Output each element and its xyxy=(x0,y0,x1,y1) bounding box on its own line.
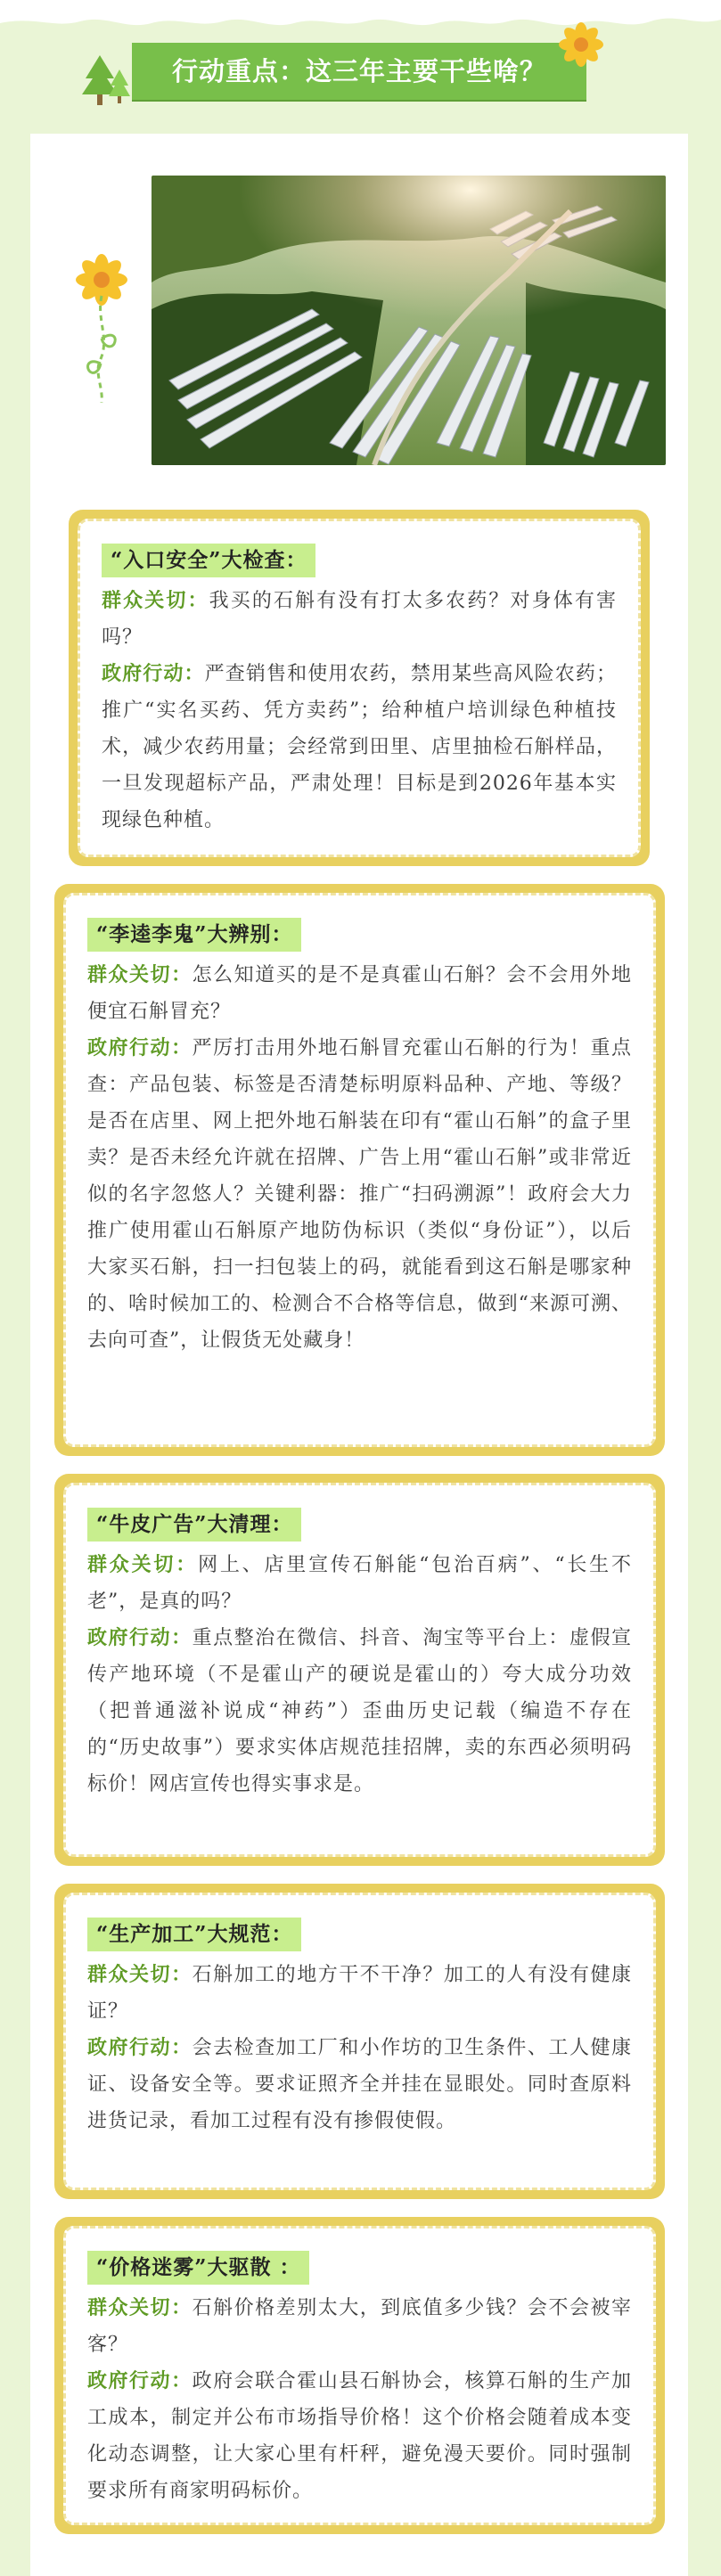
section-card-1-body xyxy=(78,519,641,857)
action-paragraph xyxy=(87,1030,632,1359)
concern-paragraph xyxy=(87,1547,632,1620)
section-card-4-body xyxy=(63,1893,656,2190)
action-label: 政府行动： xyxy=(87,1036,193,1059)
action-label: 政府行动： xyxy=(102,662,205,685)
section-card-3 xyxy=(54,1474,665,1866)
section-tag: “牛皮广告”大清理： xyxy=(87,1508,301,1542)
concern-label: 群众关切： xyxy=(102,589,209,612)
action-text: 政府会联合霍山县石斛协会，核算石斛的生产加工成本，制定并公布市场指导价格！这个价格会随着成本变化动态调整，让大家心里有杆秤，避免漫天要价。同时强制要求所有商家明码标价。 xyxy=(87,2370,632,2502)
action-label: 政府行动： xyxy=(87,2036,193,2059)
section-card-1 xyxy=(69,510,650,866)
concern-label: 群众关切： xyxy=(87,963,193,986)
flower-stem-icon xyxy=(71,249,134,410)
tree-icon xyxy=(82,53,132,107)
section-card-2-body xyxy=(63,893,656,1447)
action-text: 严查销售和使用农药，禁用某些高风险农药；推广“实名买药、凭方卖药”；给种植户培训绿色种植技术，减少农药用量；会经常到田里、店里抽检石斛样品，一旦发现超标产品，严肃处理！目标是到2026年基本实现绿色种植。 xyxy=(102,663,617,831)
concern-paragraph xyxy=(87,1957,632,2030)
action-paragraph xyxy=(87,2030,632,2139)
flower-icon xyxy=(558,21,604,68)
section-card-2 xyxy=(54,884,665,1456)
title-area xyxy=(0,27,721,116)
page-title: 行动重点：这三年主要干些啥？ xyxy=(132,43,586,100)
concern-paragraph xyxy=(102,583,617,656)
concern-text: 石斛加工的地方干不干净？加工的人有没有健康证？ xyxy=(87,1964,632,2023)
action-paragraph xyxy=(87,1620,632,1803)
section-tag: “入口安全”大检查： xyxy=(102,544,315,577)
action-label: 政府行动： xyxy=(87,1626,193,1649)
action-text: 重点整治在微信、抖音、淘宝等平台上：虚假宣传产地环境（不是霍山产的硬说是霍山的）夸大成分功效（把普通滋补说成“神药”）歪曲历史记载（编造不存在的“历史故事”）要求实体店规范挂招牌，卖的东西必须明码标价！网店宣传也得实事求是。 xyxy=(87,1627,632,1795)
section-card-4 xyxy=(54,1884,665,2199)
concern-text: 网上、店里宣传石斛能“包治百病”、“长生不老”，是真的吗？ xyxy=(87,1554,632,1613)
action-paragraph xyxy=(102,656,617,838)
section-card-5 xyxy=(54,2217,665,2534)
greenhouse-landscape-photo xyxy=(152,176,666,465)
concern-paragraph xyxy=(87,957,632,1030)
concern-text: 石斛价格差别太大，到底值多少钱？会不会被宰客？ xyxy=(87,2297,632,2356)
section-tag: “价格迷雾”大驱散 ： xyxy=(87,2251,309,2285)
section-card-5-body xyxy=(63,2226,656,2525)
section-tag: “李逵李鬼”大辨别： xyxy=(87,918,301,952)
concern-label: 群众关切： xyxy=(87,1963,193,1986)
action-text: 严厉打击用外地石斛冒充霍山石斛的行为！重点查：产品包装、标签是否清楚标明原料品种、产地、等级？是否在店里、网上把外地石斛装在印有“霍山石斛”的盒子里卖？是否未经允许就在招牌、广告上用“霍山石斛”或非常近似的名字忽悠人？关键利器：推广“扫码溯源”！政府会大力推广使用霍山石斛原产地防伪标识（类似“身份证”），以后大家买石斛，扫一扫包装上的码，就能看到这石斛是哪家种的、啥时候加工的、检测合不合格等信息，做到“来源可溯、去向可查”，让假货无处藏身！ xyxy=(87,1037,632,1352)
action-paragraph xyxy=(87,2363,632,2509)
section-card-3-body xyxy=(63,1483,656,1857)
concern-label: 群众关切： xyxy=(87,2296,193,2319)
section-tag: “生产加工”大规范： xyxy=(87,1918,301,1951)
action-label: 政府行动： xyxy=(87,2369,193,2392)
concern-text: 怎么知道买的是不是真霍山石斛？会不会用外地便宜石斛冒充？ xyxy=(87,964,632,1023)
concern-text: 我买的石斛有没有打太多农药？对身体有害吗？ xyxy=(102,590,617,649)
concern-paragraph xyxy=(87,2290,632,2363)
concern-label: 群众关切： xyxy=(87,1553,199,1576)
action-text: 会去检查加工厂和小作坊的卫生条件、工人健康证、设备安全等。要求证照齐全并挂在显眼处。同时查原料进货记录，看加工过程有没有掺假使假。 xyxy=(87,2037,632,2132)
